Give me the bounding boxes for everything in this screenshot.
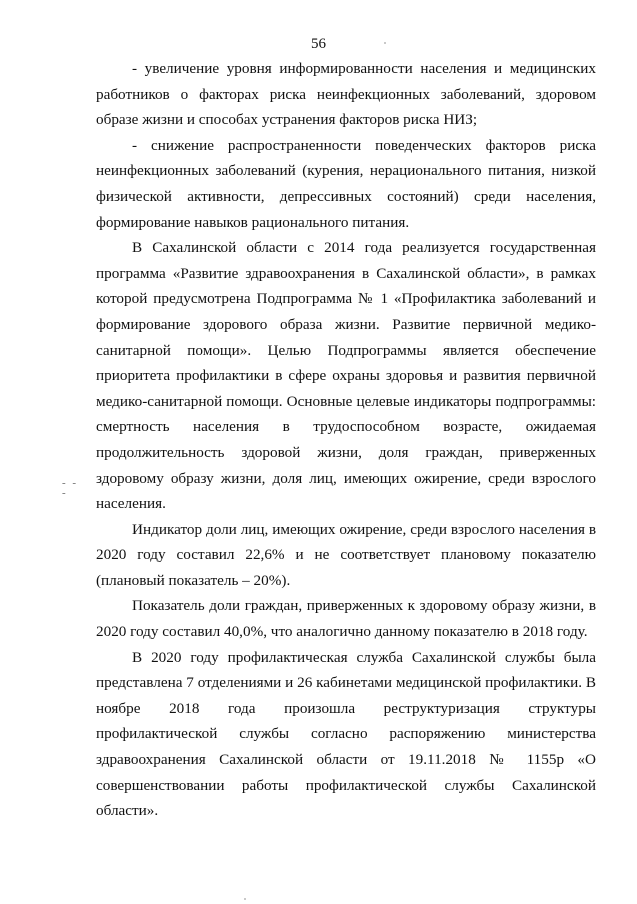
margin-mark: - - -	[62, 477, 79, 499]
paragraph-prevention-service: В 2020 году профилактическая служба Сахалинской службы была представлена 7 отделениями и 26 кабинетами медицинской профилактики. В ноябре 2018 года произошла реструктуризация структуры профилактической службы согласно распоряжению министерства здравоохранения Сахалинской области от 19.11.2018 № 1155р «О совершенствовании работы профилактической службы Сахалинской области».	[96, 648, 596, 820]
scan-artifact	[244, 898, 246, 900]
paragraph-bullet-awareness: - увеличение уровня информированности населения и медицинских работников о факторах риска неинфекционных заболеваний, здоровом образе жизни и способах устранения факторов риска НИЗ;	[96, 60, 596, 129]
paragraph-bullet-risk-reduction: - снижение распространенности поведенческих факторов риска неинфекционных заболеваний (курения, нерационального питания, низкой физической активности, депрессивных состояний) среди населения, формирование навыков рационального питания.	[96, 136, 596, 231]
scan-artifact	[384, 42, 386, 44]
body-text	[96, 56, 596, 824]
paragraph-obesity-indicator: Индикатор доли лиц, имеющих ожирение, среди взрослого населения в 2020 году составил 22,6% и не соответствует плановому показателю (плановый показатель – 20%).	[96, 520, 596, 589]
paragraph-state-program: В Сахалинской области с 2014 года реализуется государственная программа «Развитие здравоохранения в Сахалинской области», в рамках которой предусмотрена Подпрограмма № 1 «Профилактика заболеваний и формирование здорового образа жизни. Развитие первичной медико-санитарной помощи». Целью Подпрограммы является обеспечение приоритета профилактики в сфере охраны здоровья и развития первичной медико-санитарной помощи. Основные целевые индикаторы подпрограммы: смертность населения в трудоспособном возрасте, ожидаемая продолжительность здоровой жизни, доля граждан, приверженных здоровому образу жизни, доля лиц, имеющих ожирение, среди взрослого населения.	[96, 239, 596, 513]
page-number: 56	[311, 36, 326, 52]
paragraph-healthy-lifestyle-indicator: Показатель доли граждан, приверженных к здоровому образу жизни, в 2020 году составил 40,0%, что аналогично данному показателю в 2018 году.	[96, 597, 596, 641]
